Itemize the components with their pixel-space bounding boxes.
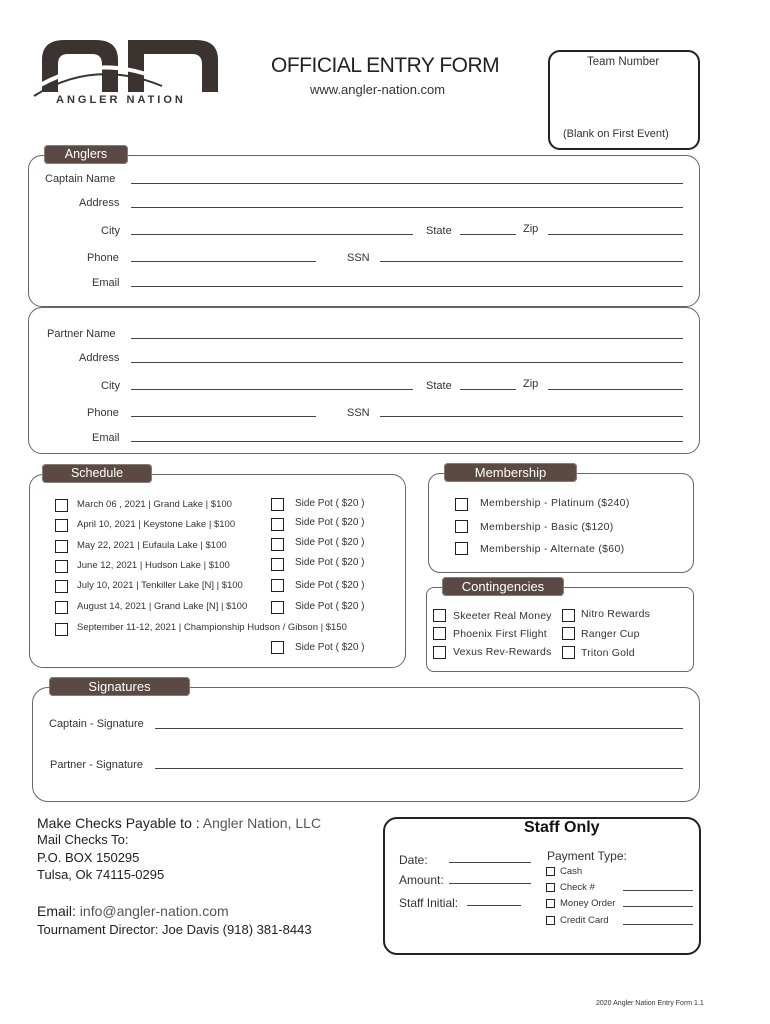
event-label: September 11-12, 2021 | Championship Hudson / Gibson | $150 xyxy=(77,622,347,633)
staff-initial-field[interactable] xyxy=(467,905,521,906)
contingency-checkbox[interactable] xyxy=(433,627,446,640)
captain-section-box xyxy=(28,155,700,307)
checks-payable-line xyxy=(37,815,321,831)
event-label: March 06 , 2021 | Grand Lake | $100 xyxy=(77,499,232,510)
side-pot-label: Side Pot ( $20 ) xyxy=(295,537,365,548)
side-pot-checkbox[interactable] xyxy=(271,558,284,571)
captain-address-field[interactable] xyxy=(131,207,683,208)
payment-type-label-item: Cash xyxy=(560,866,583,877)
event-label: June 12, 2021 | Hudson Lake | $100 xyxy=(77,560,230,571)
money-order-field[interactable] xyxy=(623,906,693,907)
staff-amount-field[interactable] xyxy=(449,883,531,884)
email-value[interactable]: info@angler-nation.com xyxy=(79,903,229,919)
event-label: April 10, 2021 | Keystone Lake | $100 xyxy=(77,519,236,530)
side-pot-checkbox[interactable] xyxy=(271,538,284,551)
side-pot-label: Side Pot ( $20 ) xyxy=(295,601,365,612)
contingency-label: Triton Gold xyxy=(581,647,635,659)
partner-email-field[interactable] xyxy=(131,441,683,442)
side-pot-label: Side Pot ( $20 ) xyxy=(295,557,365,568)
logo-text: ANGLER NATION xyxy=(56,94,186,106)
side-pot-checkbox[interactable] xyxy=(271,518,284,531)
signatures-section-box xyxy=(32,687,700,802)
event-checkbox[interactable] xyxy=(55,580,68,593)
payment-type-checkbox[interactable] xyxy=(546,916,555,925)
side-pot-checkbox[interactable] xyxy=(271,601,284,614)
side-pot-checkbox[interactable] xyxy=(271,579,284,592)
form-title: OFFICIAL ENTRY FORM xyxy=(271,54,500,77)
membership-checkbox[interactable] xyxy=(455,498,468,511)
partner-name-field[interactable] xyxy=(131,338,683,339)
membership-label: Membership - Basic ($120) xyxy=(480,521,614,533)
team-number-note: (Blank on First Event) xyxy=(563,128,669,140)
payment-type-label-item: Money Order xyxy=(560,898,616,909)
staff-date-field[interactable] xyxy=(449,862,531,863)
email-label: Email: xyxy=(37,903,76,919)
contingency-checkbox[interactable] xyxy=(562,646,575,659)
partner-email-label: Email xyxy=(92,432,120,444)
payment-type-checkbox[interactable] xyxy=(546,899,555,908)
partner-zip-field[interactable] xyxy=(548,389,683,390)
partner-name-label: Partner Name xyxy=(47,328,116,340)
payment-type-label-item: Credit Card xyxy=(560,915,609,926)
event-checkbox[interactable] xyxy=(55,519,68,532)
mail-checks-label: Mail Checks To: xyxy=(37,832,129,847)
captain-ssn-field[interactable] xyxy=(380,261,683,262)
partner-address-label: Address xyxy=(79,352,120,364)
contingencies-tab: Contingencies xyxy=(442,577,564,596)
captain-signature-field[interactable] xyxy=(155,728,683,729)
contingency-checkbox[interactable] xyxy=(562,609,575,622)
event-checkbox[interactable] xyxy=(55,623,68,636)
side-pot-label: Side Pot ( $20 ) xyxy=(295,498,365,509)
check-number-field[interactable] xyxy=(623,890,693,891)
contingency-checkbox[interactable] xyxy=(433,646,446,659)
side-pot-label: Side Pot ( $20 ) xyxy=(295,642,365,653)
side-pot-checkbox[interactable] xyxy=(271,641,284,654)
captain-name-label: Captain Name xyxy=(45,173,116,185)
membership-checkbox[interactable] xyxy=(455,520,468,533)
captain-signature-label: Captain - Signature xyxy=(49,718,144,730)
partner-city-label: City xyxy=(101,380,120,392)
partner-ssn-field[interactable] xyxy=(380,416,683,417)
partner-signature-label: Partner - Signature xyxy=(50,759,143,771)
partner-state-field[interactable] xyxy=(460,389,516,390)
captain-city-label: City xyxy=(101,225,120,237)
contingency-label: Phoenix First Flight xyxy=(453,628,547,640)
contingency-checkbox[interactable] xyxy=(433,609,446,622)
contingency-label: Skeeter Real Money xyxy=(453,610,552,622)
payment-type-label-item: Check # xyxy=(560,882,595,893)
checks-payable-label: Make Checks Payable to : xyxy=(37,815,200,831)
contingency-label: Nitro Rewards xyxy=(581,608,651,620)
partner-section-box xyxy=(28,307,700,454)
captain-zip-field[interactable] xyxy=(548,234,683,235)
captain-email-label: Email xyxy=(92,277,120,289)
captain-name-field[interactable] xyxy=(131,183,683,184)
captain-address-label: Address xyxy=(79,197,120,209)
membership-tab: Membership xyxy=(444,463,577,482)
partner-signature-field[interactable] xyxy=(155,768,683,769)
schedule-tab: Schedule xyxy=(42,464,152,483)
email-line xyxy=(37,903,229,919)
captain-zip-label: Zip xyxy=(523,223,539,235)
event-label: May 22, 2021 | Eufaula Lake | $100 xyxy=(77,540,227,551)
captain-city-field[interactable] xyxy=(131,234,413,235)
side-pot-label: Side Pot ( $20 ) xyxy=(295,517,365,528)
partner-zip-label: Zip xyxy=(523,378,539,390)
partner-city-field[interactable] xyxy=(131,389,413,390)
captain-email-field[interactable] xyxy=(131,286,683,287)
staff-date-label: Date: xyxy=(399,853,428,867)
contingency-label: Ranger Cup xyxy=(581,628,640,640)
team-number-label: Team Number xyxy=(587,56,660,68)
staff-initial-label: Staff Initial: xyxy=(399,896,459,910)
partner-phone-label: Phone xyxy=(87,407,119,419)
captain-phone-field[interactable] xyxy=(131,261,316,262)
contingency-label: Vexus Rev-Rewards xyxy=(453,646,552,658)
membership-label: Membership - Platinum ($240) xyxy=(480,497,630,509)
captain-state-field[interactable] xyxy=(460,234,516,235)
membership-checkbox[interactable] xyxy=(455,542,468,555)
event-checkbox[interactable] xyxy=(55,560,68,573)
captain-ssn-label: SSN xyxy=(347,252,370,264)
tournament-director: Tournament Director: Joe Davis (918) 381-8443 xyxy=(37,922,312,937)
event-checkbox[interactable] xyxy=(55,540,68,553)
side-pot-label: Side Pot ( $20 ) xyxy=(295,580,365,591)
partner-state-label: State xyxy=(426,380,452,392)
partner-address-field[interactable] xyxy=(131,362,683,363)
mail-city: Tulsa, Ok 74115-0295 xyxy=(37,867,165,882)
contingency-checkbox[interactable] xyxy=(562,627,575,640)
payment-type-checkbox[interactable] xyxy=(546,883,555,892)
captain-state-label: State xyxy=(426,225,452,237)
footer-version: 2020 Angler Nation Entry Form 1.1 xyxy=(596,1000,704,1007)
event-checkbox[interactable] xyxy=(55,499,68,512)
website: www.angler-nation.com xyxy=(310,82,446,97)
event-checkbox[interactable] xyxy=(55,601,68,614)
checks-payable-value: Angler Nation, LLC xyxy=(202,815,322,831)
po-box: P.O. BOX 150295 xyxy=(37,850,140,865)
credit-card-field[interactable] xyxy=(623,924,693,925)
event-label: August 14, 2021 | Grand Lake [N] | $100 xyxy=(77,601,248,612)
payment-type-checkbox[interactable] xyxy=(546,867,555,876)
captain-phone-label: Phone xyxy=(87,252,119,264)
payment-type-label: Payment Type: xyxy=(547,849,627,863)
staff-amount-label: Amount: xyxy=(399,873,444,887)
signatures-tab: Signatures xyxy=(49,677,190,696)
anglers-tab: Anglers xyxy=(44,145,128,164)
membership-label: Membership - Alternate ($60) xyxy=(480,543,625,555)
side-pot-checkbox[interactable] xyxy=(271,498,284,511)
partner-ssn-label: SSN xyxy=(347,407,370,419)
event-label: July 10, 2021 | Tenkiller Lake [N] | $100 xyxy=(77,580,243,591)
partner-phone-field[interactable] xyxy=(131,416,316,417)
staff-only-title: Staff Only xyxy=(524,819,600,836)
